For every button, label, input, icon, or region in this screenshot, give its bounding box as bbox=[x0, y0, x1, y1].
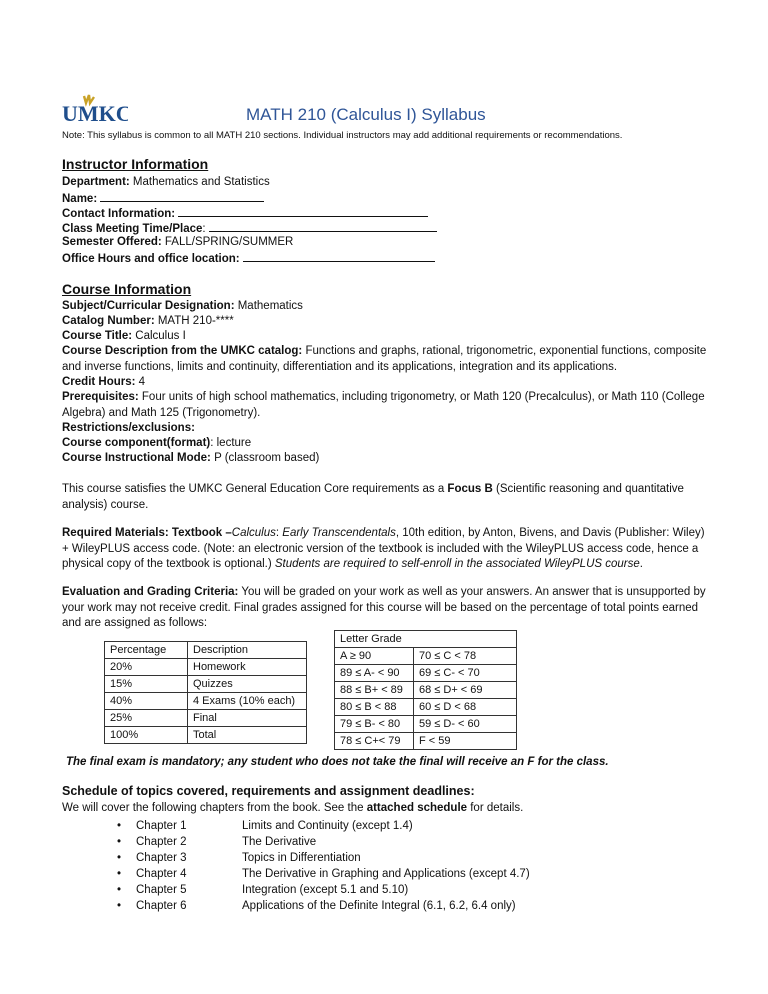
materials-end: . bbox=[639, 558, 643, 570]
letter-grade-table bbox=[334, 630, 517, 750]
table-row bbox=[335, 665, 517, 682]
schedule-intro-pre: We will cover the following chapters from the book. See the bbox=[62, 802, 367, 814]
meeting-blank[interactable] bbox=[209, 220, 437, 232]
chapter-label: Chapter 3 bbox=[136, 852, 187, 864]
book-subtitle: Early Transcendentals bbox=[282, 527, 396, 539]
logo-text: UMKC bbox=[62, 101, 128, 126]
chapter-topic: Applications of the Definite Integral (6.1, 6.2, 6.4 only) bbox=[242, 900, 516, 912]
letter-grade-table-wrap bbox=[334, 630, 517, 750]
weight-percent: 100% bbox=[105, 727, 188, 744]
contact-label: Contact Information: bbox=[62, 208, 176, 220]
subject-label: Subject/Curricular Designation: bbox=[62, 300, 235, 312]
gen-ed-pre: This course satisfies the UMKC General Education Core requirements as a bbox=[62, 483, 448, 495]
weight-percent: 25% bbox=[105, 710, 188, 727]
weights-table-wrap bbox=[104, 641, 307, 744]
letter-grade-cell: 68 ≤ D+ < 69 bbox=[414, 682, 517, 699]
schedule-intro bbox=[62, 801, 523, 816]
attached-schedule-ref: attached schedule bbox=[366, 802, 468, 814]
list-item bbox=[117, 866, 530, 882]
letter-grade-cell: A ≥ 90 bbox=[335, 648, 414, 665]
weight-percent: 20% bbox=[105, 659, 188, 676]
component-line bbox=[62, 436, 251, 451]
final-exam-note: The final exam is mandatory; any student who does not take the final will receive an F for the class. bbox=[66, 756, 609, 768]
chapter-topic: Topics in Differentiation bbox=[242, 852, 361, 864]
restrictions-line bbox=[62, 421, 195, 436]
letter-grade-cell: 70 ≤ C < 78 bbox=[414, 648, 517, 665]
table-row bbox=[335, 733, 517, 750]
materials-paragraph bbox=[62, 526, 712, 573]
weights-header-cell: Percentage bbox=[105, 642, 188, 659]
prerequisites bbox=[62, 390, 712, 421]
weights-header-row bbox=[105, 642, 307, 659]
meeting-label: Class Meeting Time/Place bbox=[62, 223, 203, 235]
chapter-topic: The Derivative in Graphing and Applications (except 4.7) bbox=[242, 868, 530, 880]
letter-grade-cell: 78 ≤ C+< 79 bbox=[335, 733, 414, 750]
restrictions-label: Restrictions/exclusions: bbox=[62, 422, 195, 434]
department-line bbox=[62, 175, 270, 190]
table-row bbox=[335, 716, 517, 733]
name-blank[interactable] bbox=[100, 190, 264, 202]
grading-text: You will be graded on your work as well as your answers. An answer that is unsupported by your work may not receive credit. Final grades assigned for this course will be based on the percentage of total points earned and are assigned as follows: bbox=[62, 586, 706, 629]
gen-ed-focus: Focus B bbox=[447, 483, 493, 495]
semester-line bbox=[62, 235, 293, 250]
name-label: Name: bbox=[62, 193, 98, 205]
semester-label: Semester Offered: bbox=[62, 236, 162, 248]
letter-grade-cell: 89 ≤ A- < 90 bbox=[335, 665, 414, 682]
letter-grade-cell: 79 ≤ B- < 80 bbox=[335, 716, 414, 733]
office-label: Office Hours and office location: bbox=[62, 253, 240, 265]
semester-value: FALL/SPRING/SUMMER bbox=[161, 236, 294, 248]
course-title-line bbox=[62, 329, 186, 344]
bullet: • bbox=[117, 900, 122, 912]
catalog-label: Catalog Number: bbox=[62, 315, 155, 327]
letter-grade-cell: 88 ≤ B+ < 89 bbox=[335, 682, 414, 699]
subject-line bbox=[62, 299, 303, 314]
weight-description: Total bbox=[188, 727, 307, 744]
weight-description: Final bbox=[188, 710, 307, 727]
weight-percent: 40% bbox=[105, 693, 188, 710]
book-title: Calculus bbox=[231, 527, 276, 539]
office-blank[interactable] bbox=[243, 250, 435, 262]
table-row bbox=[105, 676, 307, 693]
course-heading: Course Information bbox=[62, 281, 192, 297]
chapter-topic: The Derivative bbox=[242, 836, 317, 848]
umkc-logo-graphic bbox=[62, 94, 128, 126]
department-label: Department: bbox=[62, 176, 130, 188]
list-item bbox=[117, 882, 408, 898]
table-row bbox=[105, 727, 307, 744]
gen-ed-post: (Scientific reasoning and quantitative analysis) course. bbox=[62, 483, 684, 511]
course-description-value: Functions and graphs, rational, trigonometric, exponential functions, composite and inverse functions, limits and continuity, differentiation and its applications, integration and its applications. bbox=[62, 345, 707, 373]
chapter-label: Chapter 2 bbox=[136, 836, 187, 848]
list-item bbox=[117, 818, 413, 834]
mode-label: Course Instructional Mode: bbox=[62, 452, 211, 464]
weight-description: Homework bbox=[188, 659, 307, 676]
list-item bbox=[117, 898, 516, 914]
syllabus-note: Note: This syllabus is common to all MATH 210 sections. Individual instructors may add additional requirements or recommendations. bbox=[62, 130, 623, 141]
list-item bbox=[117, 834, 316, 850]
weight-description: Quizzes bbox=[188, 676, 307, 693]
bullet: • bbox=[117, 836, 122, 848]
mode-value: P (classroom based) bbox=[210, 452, 320, 464]
umkc-logo bbox=[62, 94, 128, 126]
table-row bbox=[105, 693, 307, 710]
enroll-note: Students are required to self-enroll in the associated WileyPLUS course bbox=[274, 558, 640, 570]
meeting-colon: : bbox=[202, 223, 206, 235]
credit-line bbox=[62, 375, 145, 390]
chapter-label: Chapter 1 bbox=[136, 820, 187, 832]
grading-paragraph bbox=[62, 585, 712, 632]
table-row bbox=[335, 648, 517, 665]
credit-label: Credit Hours: bbox=[62, 376, 136, 388]
table-row bbox=[105, 710, 307, 727]
subject-value: Mathematics bbox=[234, 300, 303, 312]
mode-line bbox=[62, 451, 319, 466]
weight-description: 4 Exams (10% each) bbox=[188, 693, 307, 710]
prerequisites-value: Four units of high school mathematics, including trigonometry, or Math 120 (Precalculus), or Math 110 (College Algebra) and Math 125 (Trigonometry). bbox=[62, 391, 705, 419]
bullet: • bbox=[117, 852, 122, 864]
table-row bbox=[335, 699, 517, 716]
bullet: • bbox=[117, 884, 122, 896]
chapter-label: Chapter 6 bbox=[136, 900, 187, 912]
component-value: : lecture bbox=[210, 437, 252, 449]
weight-percent: 15% bbox=[105, 676, 188, 693]
schedule-heading: Schedule of topics covered, requirements and assignment deadlines: bbox=[62, 784, 475, 798]
table-row bbox=[105, 659, 307, 676]
weights-table bbox=[104, 641, 307, 744]
page-title: MATH 210 (Calculus I) Syllabus bbox=[246, 105, 486, 124]
instructor-heading: Instructor Information bbox=[62, 156, 209, 172]
contact-blank[interactable] bbox=[178, 205, 428, 217]
letter-grade-cell: 80 ≤ B < 88 bbox=[335, 699, 414, 716]
letter-grade-cell: 60 ≤ D < 68 bbox=[414, 699, 517, 716]
list-item bbox=[117, 850, 361, 866]
letter-grade-cell: 59 ≤ D- < 60 bbox=[414, 716, 517, 733]
course-title-label: Course Title: bbox=[62, 330, 133, 342]
letter-grade-cell: F < 59 bbox=[414, 733, 517, 750]
book-colon: : bbox=[275, 527, 283, 539]
table-row bbox=[335, 682, 517, 699]
course-description bbox=[62, 344, 712, 375]
chapter-label: Chapter 5 bbox=[136, 884, 187, 896]
bullet: • bbox=[117, 868, 122, 880]
letter-grade-cell: 69 ≤ C- < 70 bbox=[414, 665, 517, 682]
office-line bbox=[62, 250, 435, 267]
letter-grade-header: Letter Grade bbox=[335, 631, 517, 648]
materials-details: , 10th edition, by Anton, Bivens, and Davis (Publisher: Wiley) + WileyPLUS access code. (Note: an electronic version of the textbook is included with the WileyPLUS access code, hence a physical copy of the textbook is optional.) bbox=[62, 527, 705, 570]
credit-value: 4 bbox=[135, 376, 146, 388]
chapter-topic: Integration (except 5.1 and 5.10) bbox=[242, 884, 409, 896]
catalog-value: MATH 210-**** bbox=[154, 315, 234, 327]
letter-header-row bbox=[335, 631, 517, 648]
weights-header-cell: Description bbox=[188, 642, 307, 659]
course-title-value: Calculus I bbox=[132, 330, 186, 342]
chapter-label: Chapter 4 bbox=[136, 868, 187, 880]
prerequisites-label: Prerequisites: bbox=[62, 391, 139, 403]
department-value: Mathematics and Statistics bbox=[129, 176, 270, 188]
catalog-line bbox=[62, 314, 234, 329]
grading-label: Evaluation and Grading Criteria: bbox=[62, 586, 239, 598]
course-description-label: Course Description from the UMKC catalog: bbox=[62, 345, 303, 357]
bullet: • bbox=[117, 820, 122, 832]
gen-ed-paragraph bbox=[62, 482, 702, 513]
schedule-intro-post: for details. bbox=[467, 802, 524, 814]
component-label: Course component(format) bbox=[62, 437, 211, 449]
materials-label: Required Materials: Textbook – bbox=[62, 527, 232, 539]
chapter-topic: Limits and Continuity (except 1.4) bbox=[242, 820, 413, 832]
